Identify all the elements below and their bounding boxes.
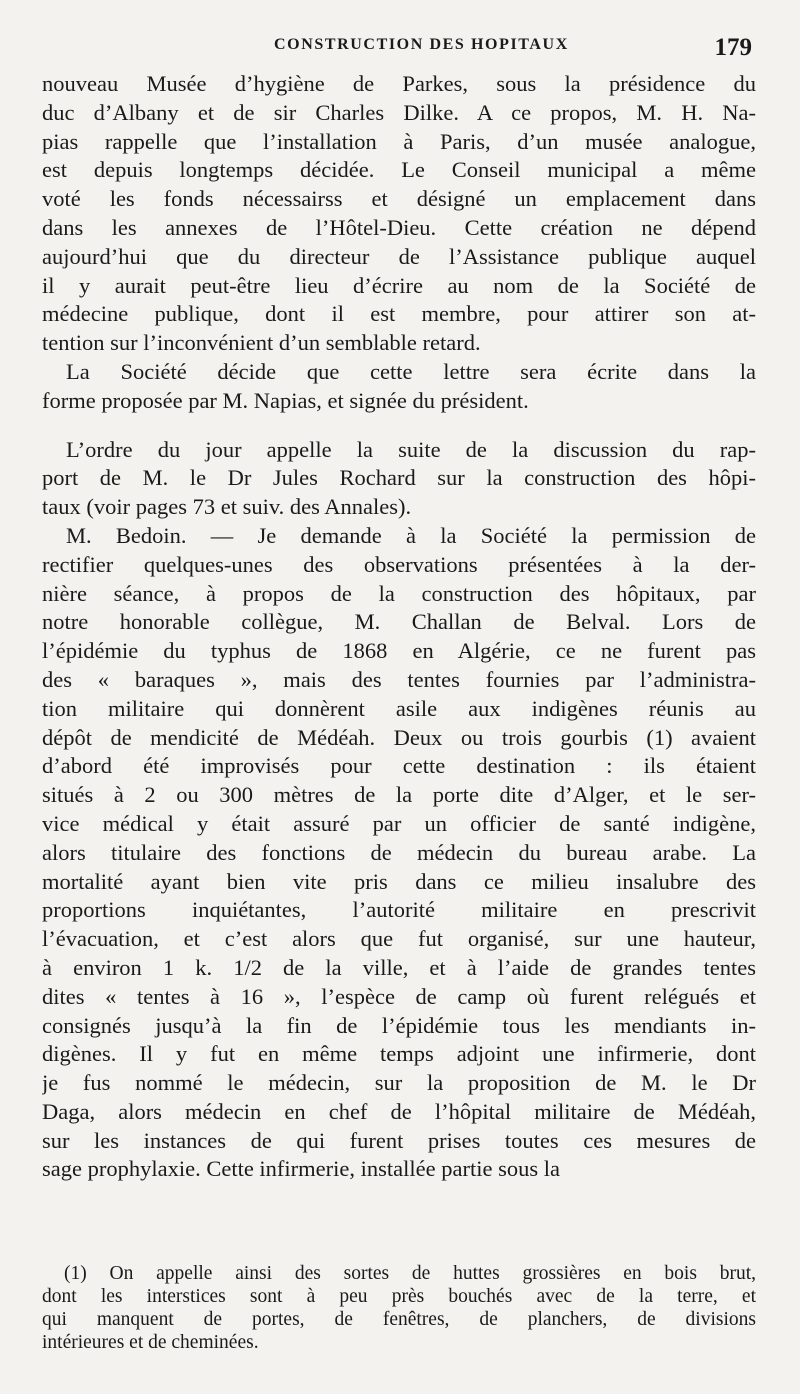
- text-line: sur les instances de qui furent prises toutes ces mesures de: [42, 1127, 756, 1153]
- paragraph-order-of-day: [42, 436, 756, 522]
- text-line: alors titulaire des fonctions de médecin du bureau arabe. La: [42, 839, 756, 865]
- text-line: port de M. le Dr Jules Rochard sur la construction des hôpi-: [42, 465, 756, 491]
- text-line: l’épidémie du typhus de 1868 en Algérie, ce ne furent pas: [42, 638, 756, 664]
- text-line: dont les interstices sont à peu près bouchés avec de la terre, et: [42, 1286, 756, 1307]
- text-line: vice médical y était assuré par un officier de santé indigène,: [42, 810, 756, 836]
- text-line: il y aurait peut-être lieu d’écrire au nom de la Société de: [42, 272, 756, 298]
- text-line: consignés jusqu’à la fin de l’épidémie tous les mendiants in-: [42, 1012, 756, 1038]
- text-line: dans les annexes de l’Hôtel-Dieu. Cette création ne dépend: [42, 214, 756, 240]
- text-line: tion militaire qui donnèrent asile aux indigènes réunis au: [42, 695, 756, 721]
- text-line: nouveau Musée d’hygiène de Parkes, sous la présidence du: [42, 71, 756, 96]
- text-line: d’abord été improvisés pour cette destination : ils étaient: [42, 753, 756, 779]
- text-line: nière séance, à propos de la construction des hôpitaux, par: [42, 580, 756, 606]
- text-line: aujourd’hui que du directeur de l’Assistance publique auquel: [42, 243, 756, 269]
- text-line: digènes. Il y fut en même temps adjoint une infirmerie, dont: [42, 1041, 756, 1067]
- text-line: dites « tentes à 16 », l’espèce de camp où furent relégués et: [42, 983, 756, 1009]
- paragraph-society-decision: [42, 358, 756, 416]
- text-line: M. Bedoin. — Je demande à la Société la permission de: [66, 522, 756, 548]
- text-line: sage prophylaxie. Cette infirmerie, installée partie sous la: [42, 1156, 560, 1182]
- running-title: CONSTRUCTION DES HOPITAUX: [274, 36, 569, 53]
- text-line: proportions inquiétantes, l’autorité militaire en prescrivit: [42, 897, 756, 923]
- text-line: notre honorable collègue, M. Challan de Belval. Lors de: [42, 609, 756, 635]
- page-number: 179: [714, 34, 752, 61]
- page-header: [42, 0, 756, 61]
- text-line: médecine publique, dont il est membre, pour attirer son at-: [42, 301, 756, 327]
- body-text: [42, 70, 756, 1184]
- footnote: [42, 1262, 756, 1354]
- text-line: est depuis longtemps décidée. Le Conseil municipal a même: [42, 157, 756, 183]
- text-line: dépôt de mendicité de Médéah. Deux ou trois gourbis (1) avaient: [42, 724, 756, 750]
- text-line: (1) On appelle ainsi des sortes de huttes grossières en bois brut,: [64, 1263, 756, 1284]
- text-line: La Société décide que cette lettre sera écrite dans la: [66, 358, 756, 384]
- paragraph-gap: [42, 416, 756, 436]
- text-line: à environ 1 k. 1/2 de la ville, et à l’aide de grandes tentes: [42, 954, 756, 980]
- text-line: intérieures et de cheminées.: [42, 1332, 259, 1353]
- text-line: rectifier quelques-unes des observations présentées à la der-: [42, 551, 756, 577]
- text-line: je fus nommé le médecin, sur la proposition de M. le Dr: [42, 1070, 756, 1096]
- text-line: tention sur l’inconvénient d’un semblable retard.: [42, 330, 481, 356]
- paragraph-parkes-museum: [42, 70, 756, 358]
- text-line: voté les fonds nécessairss et désigné un emplacement dans: [42, 186, 756, 212]
- text-line: forme proposée par M. Napias, et signée du président.: [42, 387, 529, 413]
- text-line: Daga, alors médecin en chef de l’hôpital militaire de Médéah,: [42, 1098, 756, 1124]
- text-line: taux (voir pages 73 et suiv. des Annales).: [42, 494, 412, 520]
- paragraph-bedoin-remarks: [42, 522, 756, 1184]
- text-line: L’ordre du jour appelle la suite de la discussion du rap-: [66, 436, 756, 462]
- text-line: des « baraques », mais des tentes fournies par l’administra-: [42, 666, 756, 692]
- text-line: qui manquent de portes, de fenêtres, de planchers, de divisions: [42, 1309, 756, 1330]
- text-line: pias rappelle que l’installation à Paris, d’un musée analogue,: [42, 128, 756, 154]
- text-line: duc d’Albany et de sir Charles Dilke. A ce propos, M. H. Na-: [42, 99, 756, 125]
- text-line: mortalité ayant bien vite pris dans ce milieu insalubre des: [42, 868, 756, 894]
- text-line: situés à 2 ou 300 mètres de la porte dite d’Alger, et le ser-: [42, 782, 756, 808]
- text-line: l’évacuation, et c’est alors que fut organisé, sur une hauteur,: [42, 926, 756, 952]
